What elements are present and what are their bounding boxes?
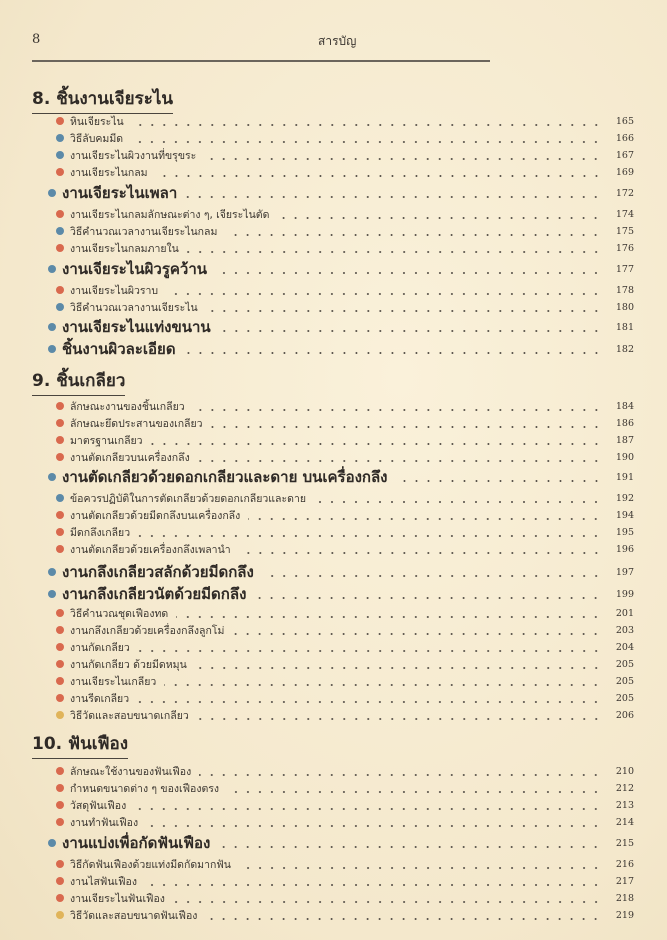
dot-leader	[187, 251, 602, 253]
toc-page-number: 181	[615, 321, 634, 333]
dot-leader	[176, 616, 602, 618]
toc-entry[interactable]	[56, 489, 634, 507]
toc-page-number: 177	[615, 263, 634, 275]
dot-leader	[215, 272, 602, 274]
page-number: 8	[32, 32, 41, 47]
toc-page-number: 191	[615, 471, 634, 483]
toc-entry-label: งานกลึงเกลียวสลักด้วยมีดกลึง	[62, 563, 254, 581]
toc-page-number: 206	[615, 709, 634, 721]
toc-entry-label: ชิ้นงานผิวละเอียด	[62, 340, 176, 358]
toc-page-number: 201	[615, 607, 634, 619]
bullet-dot-icon	[56, 694, 64, 702]
dot-leader	[239, 552, 602, 554]
toc-entry[interactable]	[56, 689, 634, 707]
bullet-dot-icon	[56, 818, 64, 826]
dot-leader	[205, 918, 602, 920]
toc-entry-label: มีดกลึงเกลียว	[70, 526, 131, 539]
toc-entry-label: วิธีคำนวณชุดเฟืองทด	[70, 607, 169, 620]
bullet-dot-icon	[56, 894, 64, 902]
dot-leader	[197, 718, 602, 720]
toc-page-number: 205	[615, 675, 634, 687]
toc-entry[interactable]	[56, 281, 634, 299]
toc-entry-label: งานเจียระไนเพลา	[62, 184, 178, 202]
dot-leader	[396, 480, 602, 482]
toc-page-number: 187	[615, 434, 634, 446]
toc-entry-label: งานเจียระไนกลมภายใน	[70, 242, 179, 255]
toc-entry-label: วิธีวัดและสอบขนาดฟันเฟือง	[70, 909, 198, 922]
bullet-dot-icon	[56, 402, 64, 410]
bullet-dot-icon	[56, 494, 64, 502]
dot-leader	[198, 460, 602, 462]
bullet-dot-icon	[56, 660, 64, 668]
toc-entry[interactable]	[56, 889, 634, 907]
toc-entry[interactable]	[56, 672, 634, 690]
toc-page-number: 196	[615, 543, 634, 555]
toc-page-number: 186	[615, 417, 634, 429]
toc-entry-label: งานเจียระไนเกลียว	[70, 675, 157, 688]
dot-leader	[151, 443, 602, 445]
dot-leader	[211, 426, 602, 428]
dot-leader	[138, 535, 602, 537]
bullet-dot-icon	[56, 528, 64, 536]
toc-entry[interactable]	[48, 583, 634, 605]
toc-entry-label: งานเจียระไนผิวงานที่ขรุขระ	[70, 149, 197, 162]
dot-leader	[227, 791, 602, 793]
toc-page-number: 217	[615, 875, 634, 887]
dot-leader	[206, 310, 602, 312]
toc-page-number: 194	[615, 509, 634, 521]
toc-page-number: 203	[615, 624, 634, 636]
toc-entry-label: วิธีคำนวณเวลางานเจียระไนกลม	[70, 225, 218, 238]
toc-page-number: 169	[615, 166, 634, 178]
toc-entry-label: วัสดุฟันเฟือง	[70, 799, 127, 812]
toc-entry[interactable]	[56, 112, 634, 130]
bullet-dot-icon	[56, 168, 64, 176]
bullet-dot-icon	[56, 801, 64, 809]
dot-leader	[164, 684, 602, 686]
toc-entry[interactable]	[56, 506, 634, 524]
toc-page-number: 204	[615, 641, 634, 653]
toc-entry-label: ลักษณะงานของชิ้นเกลียว	[70, 400, 185, 413]
dot-leader	[314, 501, 602, 503]
bullet-dot-icon	[48, 345, 56, 353]
bullet-dot-icon	[56, 134, 64, 142]
toc-page-number: 205	[615, 692, 634, 704]
chapter-9	[32, 370, 125, 396]
toc-entry[interactable]	[56, 431, 634, 449]
toc-entry-label: วิธีกัดฟันเฟืองด้วยแท่งมีดกัดมากฟัน	[70, 858, 231, 871]
bullet-dot-icon	[56, 626, 64, 634]
dot-leader	[199, 774, 602, 776]
toc-entry-label: งานไสฟันเฟือง	[70, 875, 137, 888]
bullet-dot-icon	[56, 677, 64, 685]
dot-leader	[131, 141, 602, 143]
dot-leader	[173, 901, 602, 903]
toc-entry[interactable]	[56, 448, 634, 466]
toc-page-number: 178	[615, 284, 634, 296]
toc-page-number: 180	[615, 301, 634, 313]
toc-page-number: 215	[615, 837, 634, 849]
toc-entry-label: งานทำฟันเฟือง	[70, 816, 139, 829]
dot-leader	[146, 825, 602, 827]
dot-leader	[156, 175, 602, 177]
bullet-dot-icon	[56, 511, 64, 519]
toc-entry[interactable]	[56, 779, 634, 797]
dot-leader	[134, 808, 602, 810]
dot-leader	[145, 884, 602, 886]
toc-entry[interactable]	[56, 655, 634, 673]
toc-entry[interactable]	[56, 706, 634, 724]
dot-leader	[277, 217, 602, 219]
dot-leader	[225, 234, 602, 236]
toc-page-number: 176	[615, 242, 634, 254]
bullet-dot-icon	[56, 303, 64, 311]
toc-entry[interactable]	[56, 146, 634, 164]
toc-page-number: 195	[615, 526, 634, 538]
dot-leader	[262, 575, 602, 577]
toc-entry[interactable]	[48, 338, 634, 360]
toc-entry-label: วิธีลับคมมีด	[70, 132, 124, 145]
bullet-dot-icon	[56, 609, 64, 617]
toc-entry-label: งานเจียระไนกลมลักษณะต่าง ๆ, เจียระไนตัด	[70, 208, 270, 221]
bullet-dot-icon	[56, 711, 64, 719]
toc-entry[interactable]	[56, 239, 634, 257]
toc-page-number: 184	[615, 400, 634, 412]
toc-entry-label: กำหนดขนาดต่าง ๆ ของเฟืองตรง	[70, 782, 220, 795]
toc-entry-label: งานตัดเกลียวบนเครื่องกลึง	[70, 451, 190, 464]
toc-page-number: 192	[615, 492, 634, 504]
toc-page-number: 219	[615, 909, 634, 921]
toc-entry-label: งานกัดเกลียว ด้วยมีดหมุน	[70, 658, 187, 671]
toc-entry[interactable]	[48, 832, 634, 854]
dot-leader	[219, 330, 602, 332]
toc-entry-label: งานเจียระไนแท่งขนาน	[62, 318, 211, 336]
bullet-dot-icon	[56, 436, 64, 444]
toc-entry-label: วิธีคำนวณเวลางานเจียระไน	[70, 301, 198, 314]
toc-entry[interactable]	[56, 813, 634, 831]
toc-entry[interactable]	[56, 163, 634, 181]
toc-entry-label: งานรีดเกลียว	[70, 692, 130, 705]
toc-entry-label: งานกลึงเกลียวด้วยเครื่องกลึงลูกโม่	[70, 624, 225, 637]
toc-entry[interactable]	[48, 258, 634, 280]
running-title: สารบัญ	[318, 34, 357, 48]
toc-page-number: 190	[615, 451, 634, 463]
dot-leader	[218, 846, 602, 848]
bullet-dot-icon	[56, 453, 64, 461]
toc-page-number: 166	[615, 132, 634, 144]
bullet-dot-icon	[56, 877, 64, 885]
bullet-dot-icon	[56, 227, 64, 235]
bullet-dot-icon	[48, 473, 56, 481]
bullet-dot-icon	[56, 784, 64, 792]
toc-entry[interactable]	[56, 540, 634, 558]
toc-entry[interactable]	[56, 906, 634, 924]
toc-entry[interactable]	[56, 205, 634, 223]
chapter-title: 9. ชิ้นเกลียว	[32, 370, 125, 396]
toc-entry-label: งานกลึงเกลียวนัตด้วยมีดกลึง	[62, 585, 247, 603]
dot-leader	[166, 293, 602, 295]
dot-leader	[254, 597, 602, 599]
page-header	[32, 28, 490, 54]
bullet-dot-icon	[48, 265, 56, 273]
toc-entry[interactable]	[48, 316, 634, 338]
bullet-dot-icon	[56, 151, 64, 159]
toc-page-number: 199	[615, 588, 634, 600]
toc-entry-label: งานตัดเกลียวด้วยมีดกลึงบนเครื่องกลึง	[70, 509, 241, 522]
bullet-dot-icon	[56, 419, 64, 427]
toc-entry-label: งานแบ่งเพื่อกัดฟันเฟือง	[62, 834, 211, 852]
toc-page-number: 174	[615, 208, 634, 220]
toc-entry[interactable]	[56, 523, 634, 541]
bullet-dot-icon	[56, 244, 64, 252]
toc-entry[interactable]	[56, 414, 634, 432]
toc-entry-label: มาตรฐานเกลียว	[70, 434, 143, 447]
bullet-dot-icon	[48, 839, 56, 847]
chapter-title: 10. ฟันเฟือง	[32, 733, 128, 759]
toc-entry[interactable]	[56, 872, 634, 890]
toc-entry-label: งานเจียระไนฟันเฟือง	[70, 892, 165, 905]
bullet-dot-icon	[48, 189, 56, 197]
toc-page-number: 218	[615, 892, 634, 904]
dot-leader	[193, 409, 602, 411]
bullet-dot-icon	[56, 117, 64, 125]
toc-page-number: 175	[615, 225, 634, 237]
chapter-8	[32, 88, 173, 114]
bullet-dot-icon	[48, 323, 56, 331]
toc-entry[interactable]	[56, 397, 634, 415]
toc-page-number: 167	[615, 149, 634, 161]
dot-leader	[132, 124, 602, 126]
toc-page-number: 197	[615, 566, 634, 578]
toc-page-number: 205	[615, 658, 634, 670]
chapter-10	[32, 733, 128, 759]
toc-entry-label: งานเจียระไนกลม	[70, 166, 148, 179]
toc-entry[interactable]	[56, 621, 634, 639]
dot-leader	[239, 867, 602, 869]
toc-entry[interactable]	[48, 466, 634, 488]
toc-entry[interactable]	[56, 604, 634, 622]
bullet-dot-icon	[56, 860, 64, 868]
chapter-title: 8. ชิ้นงานเจียระไน	[32, 88, 173, 114]
toc-entry-label: งานเจียระไนผิวราบ	[70, 284, 159, 297]
toc-entry-label: วิธีวัดและสอบขนาดเกลียว	[70, 709, 189, 722]
toc-page-number: 214	[615, 816, 634, 828]
toc-page-number: 216	[615, 858, 634, 870]
toc-entry[interactable]	[56, 222, 634, 240]
dot-leader	[204, 158, 602, 160]
toc-page-number: 172	[615, 187, 634, 199]
dot-leader	[195, 667, 602, 669]
dot-leader	[137, 701, 602, 703]
toc-page-number: 213	[615, 799, 634, 811]
header-rule	[32, 60, 490, 62]
dot-leader	[185, 196, 602, 198]
toc-entry[interactable]	[56, 796, 634, 814]
bullet-dot-icon	[48, 568, 56, 576]
toc-entry-label: งานเจียระไนผิวรูคว้าน	[62, 260, 208, 278]
toc-entry-label: ลักษณะใช้งานของฟันเฟือง	[70, 765, 192, 778]
toc-entry[interactable]	[56, 298, 634, 316]
toc-entry-label: ข้อควรปฏิบัติในการตัดเกลียวด้วยดอกเกลียวและดาย	[70, 492, 306, 505]
toc-entry[interactable]	[48, 182, 634, 204]
bullet-dot-icon	[56, 545, 64, 553]
bullet-dot-icon	[56, 210, 64, 218]
toc-entry[interactable]	[48, 561, 634, 583]
toc-entry-label: งานตัดเกลียวด้วยเครื่องกลึงเพลานำ	[70, 543, 231, 556]
dot-leader	[138, 650, 602, 652]
toc-entry-label: หินเจียระไน	[70, 115, 124, 128]
bullet-dot-icon	[56, 767, 64, 775]
toc-entry[interactable]	[56, 638, 634, 656]
dot-leader	[248, 518, 602, 520]
toc-page-number: 165	[615, 115, 634, 127]
bullet-dot-icon	[56, 643, 64, 651]
toc-page-number: 182	[615, 343, 634, 355]
bullet-dot-icon	[56, 911, 64, 919]
dot-leader	[232, 633, 602, 635]
bullet-dot-icon	[56, 286, 64, 294]
toc-entry[interactable]	[56, 762, 634, 780]
toc-entry-label: งานกัดเกลียว	[70, 641, 130, 654]
toc-entry[interactable]	[56, 129, 634, 147]
toc-page-number: 210	[615, 765, 634, 777]
toc-page-number: 212	[615, 782, 634, 794]
toc-entry-label: ลักษณะยึดประสานของเกลียว	[70, 417, 203, 430]
toc-entry-label: งานตัดเกลียวด้วยดอกเกลียวและดาย บนเครื่องกลึง	[62, 468, 388, 486]
dot-leader	[184, 352, 602, 354]
bullet-dot-icon	[48, 590, 56, 598]
toc-entry[interactable]	[56, 855, 634, 873]
